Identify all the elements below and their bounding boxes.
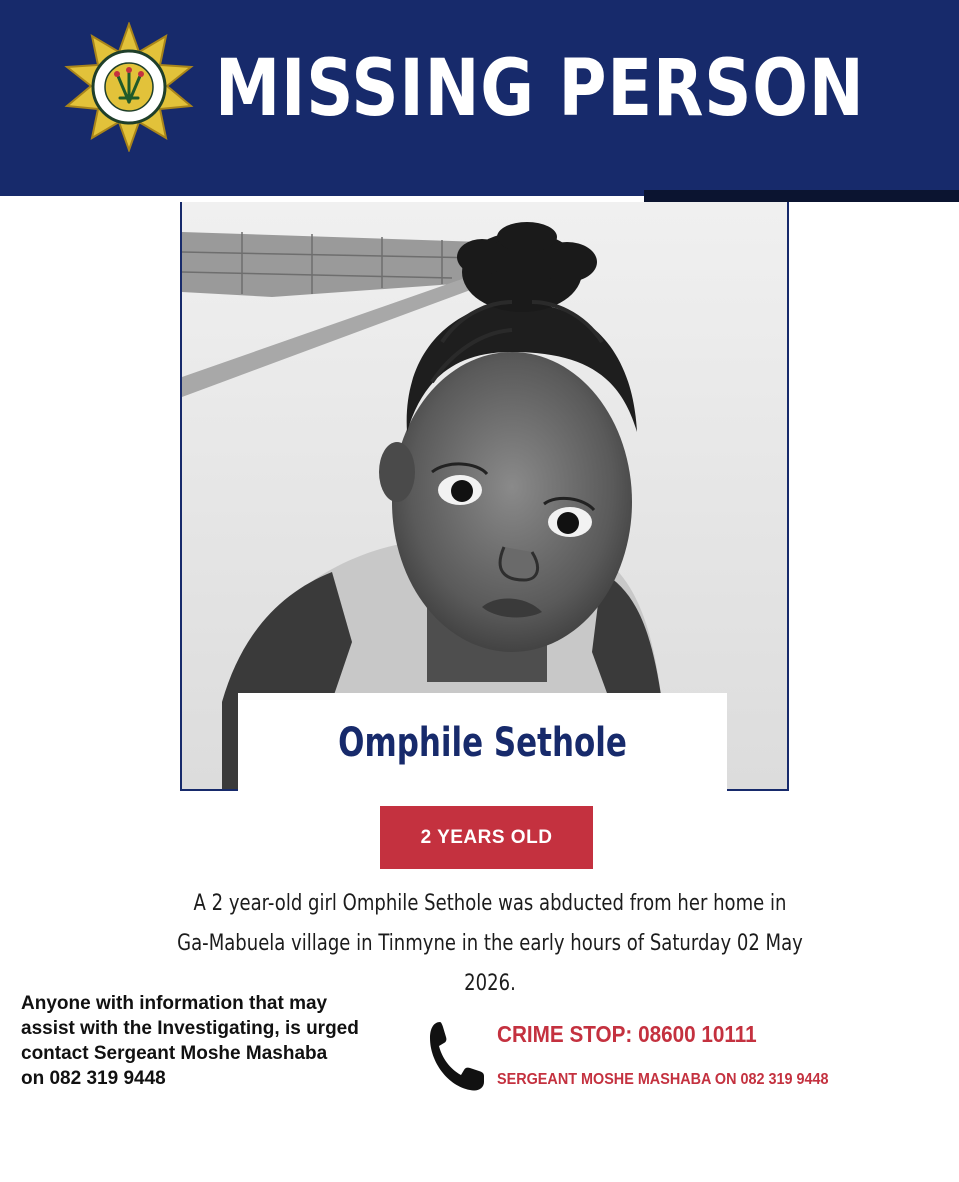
contact-info-line-1: Anyone with information that may (21, 993, 328, 1014)
age-badge: 2 YEARS OLD (380, 806, 593, 869)
description (162, 884, 818, 1004)
description-line-1: A 2 year-old girl Omphile Sethole was abducted from her home in (193, 891, 787, 916)
contact-info-line-4: on 082 319 9448 (21, 1068, 166, 1089)
police-star-badge-icon (64, 22, 194, 152)
page-title: MISSING PERSON (215, 44, 865, 134)
header-divider (644, 190, 959, 202)
contact-info-line-2: assist with the Investigating, is urged (21, 1018, 359, 1039)
name-plate (238, 693, 727, 797)
contact-info (21, 991, 441, 1091)
header-banner (0, 0, 959, 196)
phone-handset-icon (426, 1018, 488, 1094)
contact-info-line-3: contact Sergeant Moshe Mashaba (21, 1043, 328, 1064)
crime-stop-number: CRIME STOP: 08600 10111 (497, 1021, 757, 1047)
description-line-2: Ga-Mabuela village in Tinmyne in the early hours of Saturday 02 May 2026. (177, 931, 803, 996)
person-name: Omphile Sethole (338, 720, 627, 766)
sergeant-contact: SERGEANT MOSHE MASHABA ON 082 319 9448 (497, 1071, 829, 1088)
